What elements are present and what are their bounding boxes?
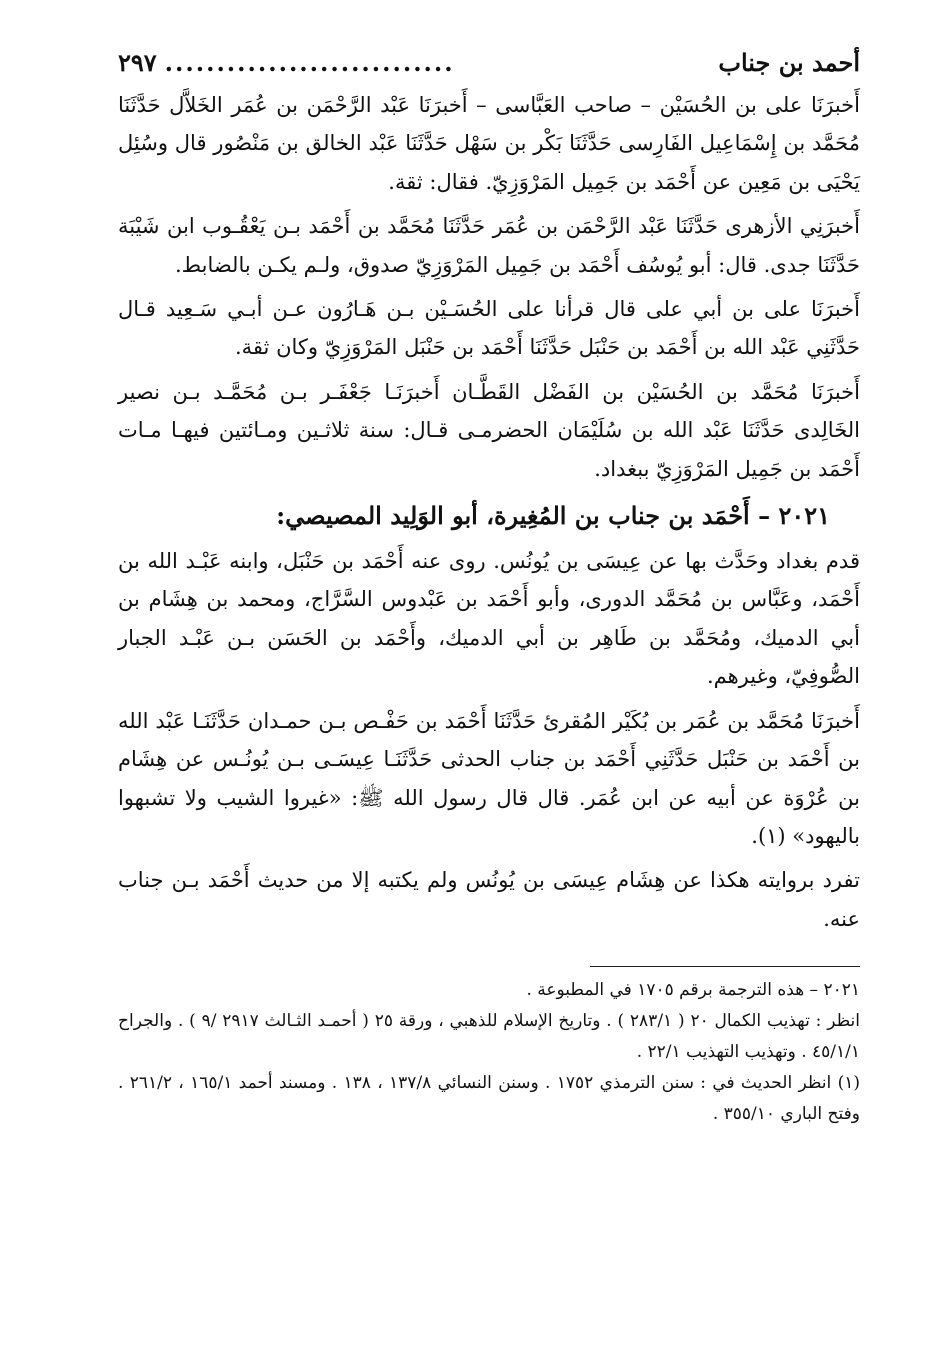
- book-page: [118, 40, 860, 1130]
- entry-paragraph-1: قدم بغداد وحَدَّث بها عن عِيسَى بن يُونُس. روى عنه أَحْمَد بن حَنْبَل، وابنه عَبْـد الله بن أَحْمَد، وعَبَّاس بن مُحَمَّد الدورى، وأبو أَحْمَد بن عَبْدوس السَّرَّاج، ومحمد بن هِشَام بن أبي الدميك، ومُحَمَّد بن طَاهِر بن أبي الدميك، وأَحْمَد بن الحَسَن بـن عَبْـد الجبار الصُّوفِيّ، وغيرهم.: [118, 549, 860, 689]
- footnote-sources: انظر : تهذيب الكمال ٢٠ ( ٢٨٣/١ ) . وتاريخ الإسلام للذهبي ، ورقة ٢٥ ( أحمـد الثـالث ٢٩١٧ /٩ ) . والجراح ٤٥/١/١ . وتهذيب التهذيب ٢٢/١ .: [118, 1011, 860, 1063]
- running-title: أحمد بن جناب: [718, 48, 860, 77]
- footnote-hadith: (١) انظر الحديث في : سنن الترمذي ١٧٥٢ . وسنن النسائي ١٣٧/٨ ، ١٣٨ . ومسند أحمد ١٦٥/١ ، ٢٦١/٢ . وفتح الباري ٣٥٥/١٠ .: [118, 1073, 860, 1125]
- paragraph-3: أَخبرَنَا على بن أبي على قال قرأنا على الحُسَـيْن بـن هَـارُون عـن أبـي سَـعِيد قـال حَدَّثَنِي عَبْد الله بن أَحْمَد بن حَنْبَل حَدَّثَنَا أَحْمَد بن حَنْبَل المَرْوَزِيّ وكان ثقة.: [118, 297, 860, 360]
- paragraph-2: أَخبرَنِي الأزهرى حَدَّثَنَا عَبْد الرَّحْمَن بن عُمَر حَدَّثَنَا مُحَمَّد بن أَحْمَد بـن يَعْقُـوب ابن شَيْبَة حَدَّثَنَا جدى. قال: أبو يُوسُف أَحْمَد بن جَمِيل المَرْوَزِيّ صدوق، ولـم يكـن بالضابط.: [118, 214, 860, 277]
- footnotes: [118, 975, 860, 1130]
- header-number-group: [118, 40, 455, 86]
- entry-heading: ٢٠٢١ – أَحْمَد بن جناب بن المُغِيرة، أبو الوَلِيد المصيصي:: [276, 501, 830, 531]
- page-number: ٢٩٧: [118, 48, 157, 77]
- paragraph-1: أَخبرَنَا على بن الحُسَيْن – صاحب العَبَّاسى – أَخبرَنَا عَبْد الرَّحْمَن بن عُمَر الخَلاَّل حَدَّثَنَا مُحَمَّد بن إِسْمَاعِيل الفَارِسى حَدَّثَنَا بَكْر بن سَهْل حَدَّثَنَا عَبْد الخالق بن مَنْصُور قال وسُئِل يَحْيَى بن مَعِين عن أَحْمَد بن جَمِيل المَرْوَزِيّ. فقال: ثقة.: [118, 93, 860, 194]
- page-header: [118, 40, 860, 86]
- entry-paragraph-3: تفرد بروايته هكذا عن هِشَام عِيسَى بن يُونُس ولم يكتبه إلا من حديث أَحْمَد بـن جناب عنه.: [118, 868, 860, 931]
- header-leader-dots: ............................: [164, 48, 455, 77]
- footnote-entry-ref: ٢٠٢١ – هذه الترجمة برقم ١٧٠٥ في المطبوعة .: [526, 980, 860, 1001]
- paragraph-4: أَخبرَنَا مُحَمَّد بن الحُسَيْن بن الفَضْل القَطَّـان أَخبرَنَـا جَعْفَـر بـن مُحَمَّـد بـن نصير الخَالِدى حَدَّثَنَا عَبْد الله بن سُلَيْمَان الحضرمـى قـال: سنة ثلاثـين ومـائتين فيهـا مـات أَحْمَد بن جَمِيل المَرْوَزِيّ ببغداد.: [118, 379, 860, 481]
- entry-paragraph-2: أَخبرَنَا مُحَمَّد بن عُمَر بن بُكَيْر المُقرئ حَدَّثَنَا أَحْمَد بن حَفْـص بـن حمـدان حَدَّثَنَـا عَبْد الله بن أَحْمَد بن حَنْبَل حَدَّثَنِي أَحْمَد بن جناب الحدثى حَدَّثَنَـا عِيسَـى بـن يُونُـس عن هِشَام بن عُرْوَة عن أبيه عن ابن عُمَر. قال قال رسول الله ﷺ: «غيروا الشيب ولا تشبهوا باليهود» (١).: [118, 708, 860, 848]
- footnote-divider: [590, 966, 860, 967]
